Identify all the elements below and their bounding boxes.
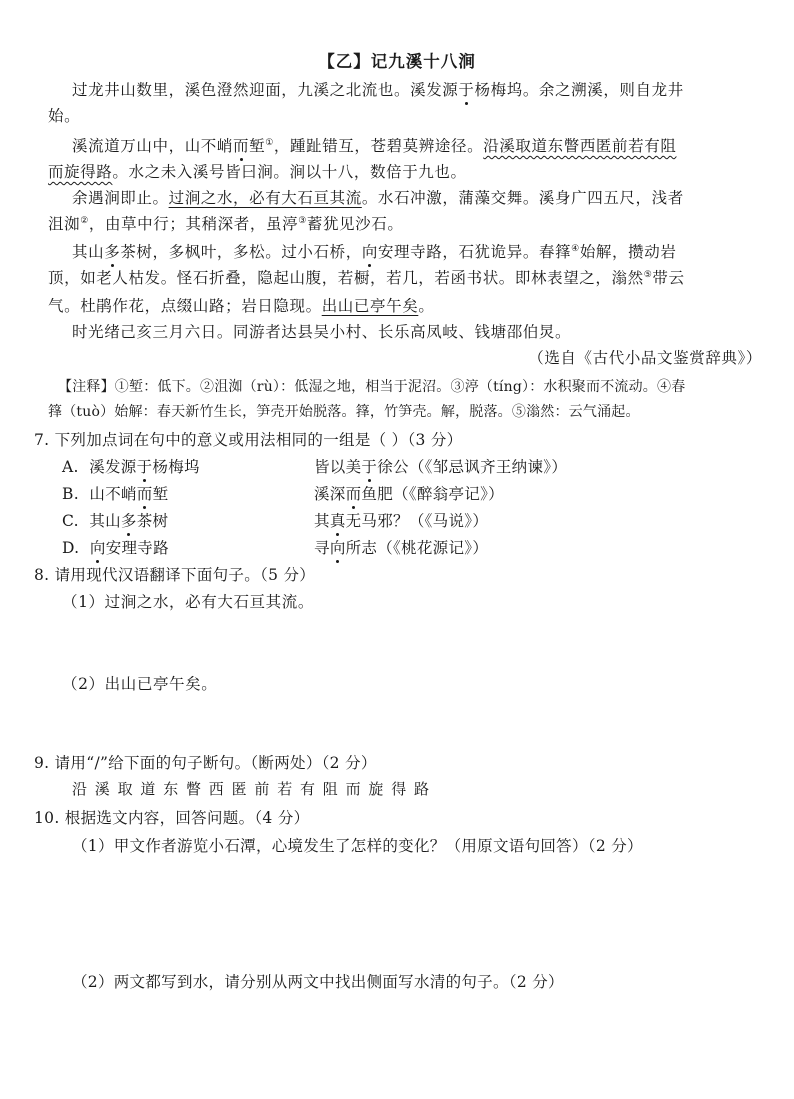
question-9: 9. 请用“/”给下面的句子断句。（断两处）（2 分） bbox=[34, 754, 377, 772]
question-7: 7. 下列加点词在句中的意义或用法相同的一组是（ ）（3 分） bbox=[34, 431, 463, 449]
passage-line: 始。 bbox=[48, 107, 81, 125]
option-d: D. 向安理寺路 bbox=[62, 539, 169, 557]
option-b: B. 山不峭而堑 bbox=[62, 485, 169, 503]
annotation-line: 【注释】①堑：低下。②沮洳（rù）：低湿之地，相当于泥沼。③渟（tíng）：水积聚而不流动。④春 bbox=[58, 379, 686, 395]
passage-line: 沮洳②，由草中行；其稍深者，虽渟③蓄犹见沙石。 bbox=[48, 215, 404, 233]
passage-line: 而旋得路。水之未入溪号皆曰涧。涧以十八，数倍于九也。 bbox=[48, 163, 467, 181]
option-d-pair: 寻向所志（《桃花源记》） bbox=[314, 539, 489, 557]
wavy-underlined-sentence: 沿溪取道东瞥西匿前若有阻 bbox=[483, 137, 677, 155]
dotted-char: 于 bbox=[458, 81, 475, 99]
passage-line: 过龙井山数里，溪色澄然迎面，九溪之北流也。溪发源于杨梅坞。余之溯溪，则自龙井 bbox=[72, 81, 684, 99]
passage-line: 余遇涧即止。过涧之水，必有大石亘其流。水石冲激，蒲藻交舞。溪身广四五尺，浅者 bbox=[72, 189, 684, 207]
passage-line: 气。杜鹃作花，点缀山路；岩日隐现。出山已亭午矣。 bbox=[48, 297, 435, 315]
dotted-char: 而 bbox=[233, 137, 250, 155]
question-8-part-1: （1）过涧之水，必有大石亘其流。 bbox=[62, 593, 314, 611]
annotation-line: 箨（tuò）始解：春天新竹生长，笋壳开始脱落。箨，竹笋壳。解，脱落。⑤滃然：云气涌起。 bbox=[48, 404, 640, 420]
passage-line: 时光绪己亥三月六日。同游者达县吴小村、长乐高凤岐、钱塘邵伯炅。 bbox=[72, 323, 572, 341]
passage-line: 溪流道万山中，山不峭而堑①，踵趾错互，苍碧莫辨途径。沿溪取道东瞥西匿前若有阻 bbox=[72, 137, 677, 155]
passage-line: 顶，如老人枯发。怪石折叠，隐起山腹，若橱，若几，若函书状。即林表望之，滃然⑤带云 bbox=[48, 269, 685, 287]
option-c: C. 其山多茶树 bbox=[62, 512, 169, 530]
question-8: 8. 请用现代汉语翻译下面句子。（5 分） bbox=[34, 566, 316, 584]
underlined-sentence: 过涧之水，必有大石亘其流 bbox=[168, 189, 362, 207]
option-a: A. 溪发源于杨梅坞 bbox=[62, 458, 200, 476]
question-10: 10. 根据选文内容，回答问题。（4 分） bbox=[34, 809, 310, 827]
question-9-sentence: 沿溪取道东瞥西匿前若有阻而旋得路 bbox=[72, 780, 437, 798]
source-citation: （选自《古代小品文鉴赏辞典》） bbox=[528, 349, 762, 367]
section-title: 【乙】记九溪十八涧 bbox=[318, 52, 476, 71]
underlined-sentence: 出山已亭午矣 bbox=[321, 297, 419, 315]
option-b-pair: 溪深而鱼肥（《醉翁亭记》） bbox=[314, 485, 504, 503]
question-10-part-2: （2）两文都写到水，请分别从两文中找出侧面写水清的句子。（2 分） bbox=[72, 973, 564, 991]
option-a-pair: 皆以美于徐公（《邹忌讽齐王纳谏》） bbox=[314, 458, 568, 476]
passage-line: 其山多茶树，多枫叶，多松。过小石桥，向安理寺路，石犹诡异。春箨④始解，攒动岩 bbox=[72, 243, 677, 261]
dotted-char: 向 bbox=[361, 243, 378, 261]
question-8-part-2: （2）出山已亭午矣。 bbox=[62, 675, 218, 693]
dotted-char: 多 bbox=[104, 243, 121, 261]
option-c-pair: 其真无马邪？（《马说》） bbox=[314, 512, 489, 530]
question-10-part-1: （1）甲文作者游览小石潭，心境发生了怎样的变化？（用原文语句回答）（2 分） bbox=[72, 837, 643, 855]
